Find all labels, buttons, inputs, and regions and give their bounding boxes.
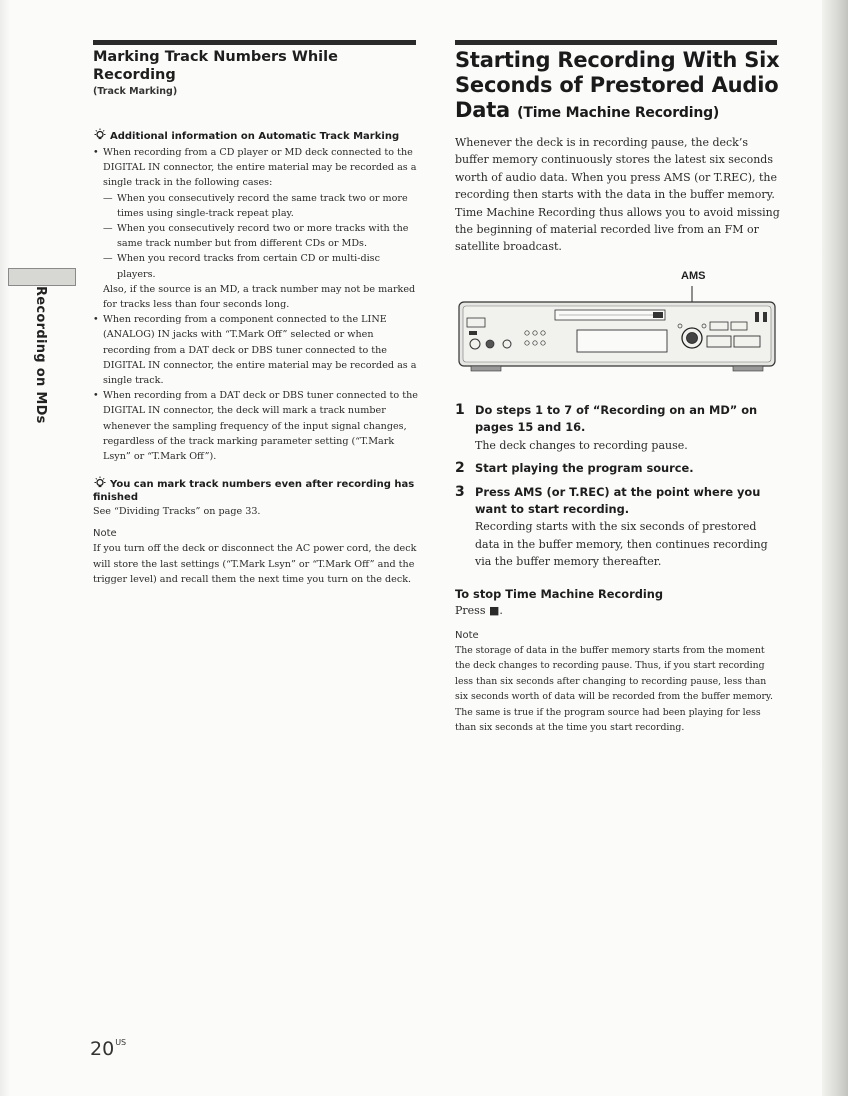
page-gutter-shadow [0,0,10,1096]
page-number: $20^{US}$ [90,1038,127,1060]
md-deck-illustration [455,266,780,376]
list-item: — When you consecutively record two or more tracks with the same track number but from different CDs or MDs. [103,221,418,251]
left-column-rule [93,40,416,45]
list-item: — When you consecutively record the same track two or more times using single-track repeat play. [103,191,418,221]
list-item: — When you record tracks from certain CD or multi-disc players. [103,251,418,281]
left-note-body: If you turn off the deck or disconnect the AC power cord, the deck will store the last settings (“T.Mark Lsyn” or “T.Mark Off” and the trigger level) and recall them the next time you turn on the deck. [93,543,417,585]
right-note-body: The storage of data in the buffer memory starts from the moment the deck changes to recording pause. Thus, if you start recording less than six seconds after changing to recording pause, less than six seconds worth of data will be recorded from the buffer memory. The same is true if the program source had been playing for less than six seconds at the time you start recording. [455,645,773,734]
list-item: • When recording from a CD player or MD deck connected to the DIGITAL IN connector, the entire material may be recorded as a single track in the following cases: — When you consecutively record the same track two or more times using single-track repeat play. — When you consecutively record two or more tracks with the same track number but from different CDs or MDs. — When you record tracks from certain CD or multi-disc players. Also, if the source is an MD, a track number may not be marked for tracks less than four seconds long. [93,145,418,312]
dash-list [103,191,418,282]
ams-callout-label: AMS [681,270,706,282]
md-deck-drawing [455,266,780,376]
list-item: • When recording from a DAT deck or DBS tuner connected to the DIGITAL IN connector, the deck will mark a track number whenever the sampling frequency of the input signal changes, regardless of the track marking parameter setting (“T.Mark Lsyn” or “T.Mark Off”). [93,388,418,464]
list-item: • When recording from a component connected to the LINE (ANALOG) IN jacks with “T.Mark Off” selected or when recording from a DAT deck or DBS tuner connected to the DIGITAL IN connector, the entire material may be recorded as a single track. [93,312,418,388]
tip-heading-mark-after: You can mark track numbers even after recording has finished [93,476,418,504]
step-3: 3 Press AMS (or T.REC) at the point where you want to start recording. Recording starts with the six seconds of prestored data in the buffer memory, then continues recording via the buffer memory thereafter. [455,483,768,569]
right-note-heading: Note [455,630,479,642]
right-section-subtitle: (Time Machine Recording) [517,105,720,121]
tip-heading-auto-marking: Additional information on Automatic Track Marking [93,128,418,143]
lightbulb-tip-icon [93,128,107,142]
right-column-rule [455,40,777,45]
section-tab-marker [8,268,76,286]
left-column [93,48,418,587]
right-section-title: Starting Recording With Six Seconds of Prestored Audio Data (Time Machine Recording) [455,48,780,122]
section-side-label: Recording on MDs [33,286,48,424]
right-column [455,48,780,256]
lightbulb-tip-icon [93,476,107,490]
left-section-subtitle: (Track Marking) [93,86,178,97]
left-note-heading: Note [93,528,117,540]
step-1: 1 Do steps 1 to 7 of “Recording on an MD” on pages 15 and 16. The deck changes to recording pause. [455,402,758,452]
page-edge-shadow [822,0,848,1096]
auto-marking-bullets [93,145,418,464]
tip-body-dividing: See “Dividing Tracks” on page 33. [93,506,261,518]
stop-recording-body: Press ■. [455,603,503,617]
stop-recording-heading: To stop Time Machine Recording [455,586,664,601]
left-section-title: Marking Track Numbers While Recording [93,49,338,83]
steps-column [455,396,780,736]
time-machine-intro: Whenever the deck is in recording pause, the deck’s buffer memory continuously stores the latest six seconds worth of audio data. When you press AMS (or T.REC), the recording then starts with the data in the buffer memory. Time Machine Recording thus allows you to avoid missing the beginning of material recorded live from an FM or satellite broadcast. [455,136,780,254]
step-2: 2 Start playing the program source. [455,460,694,477]
